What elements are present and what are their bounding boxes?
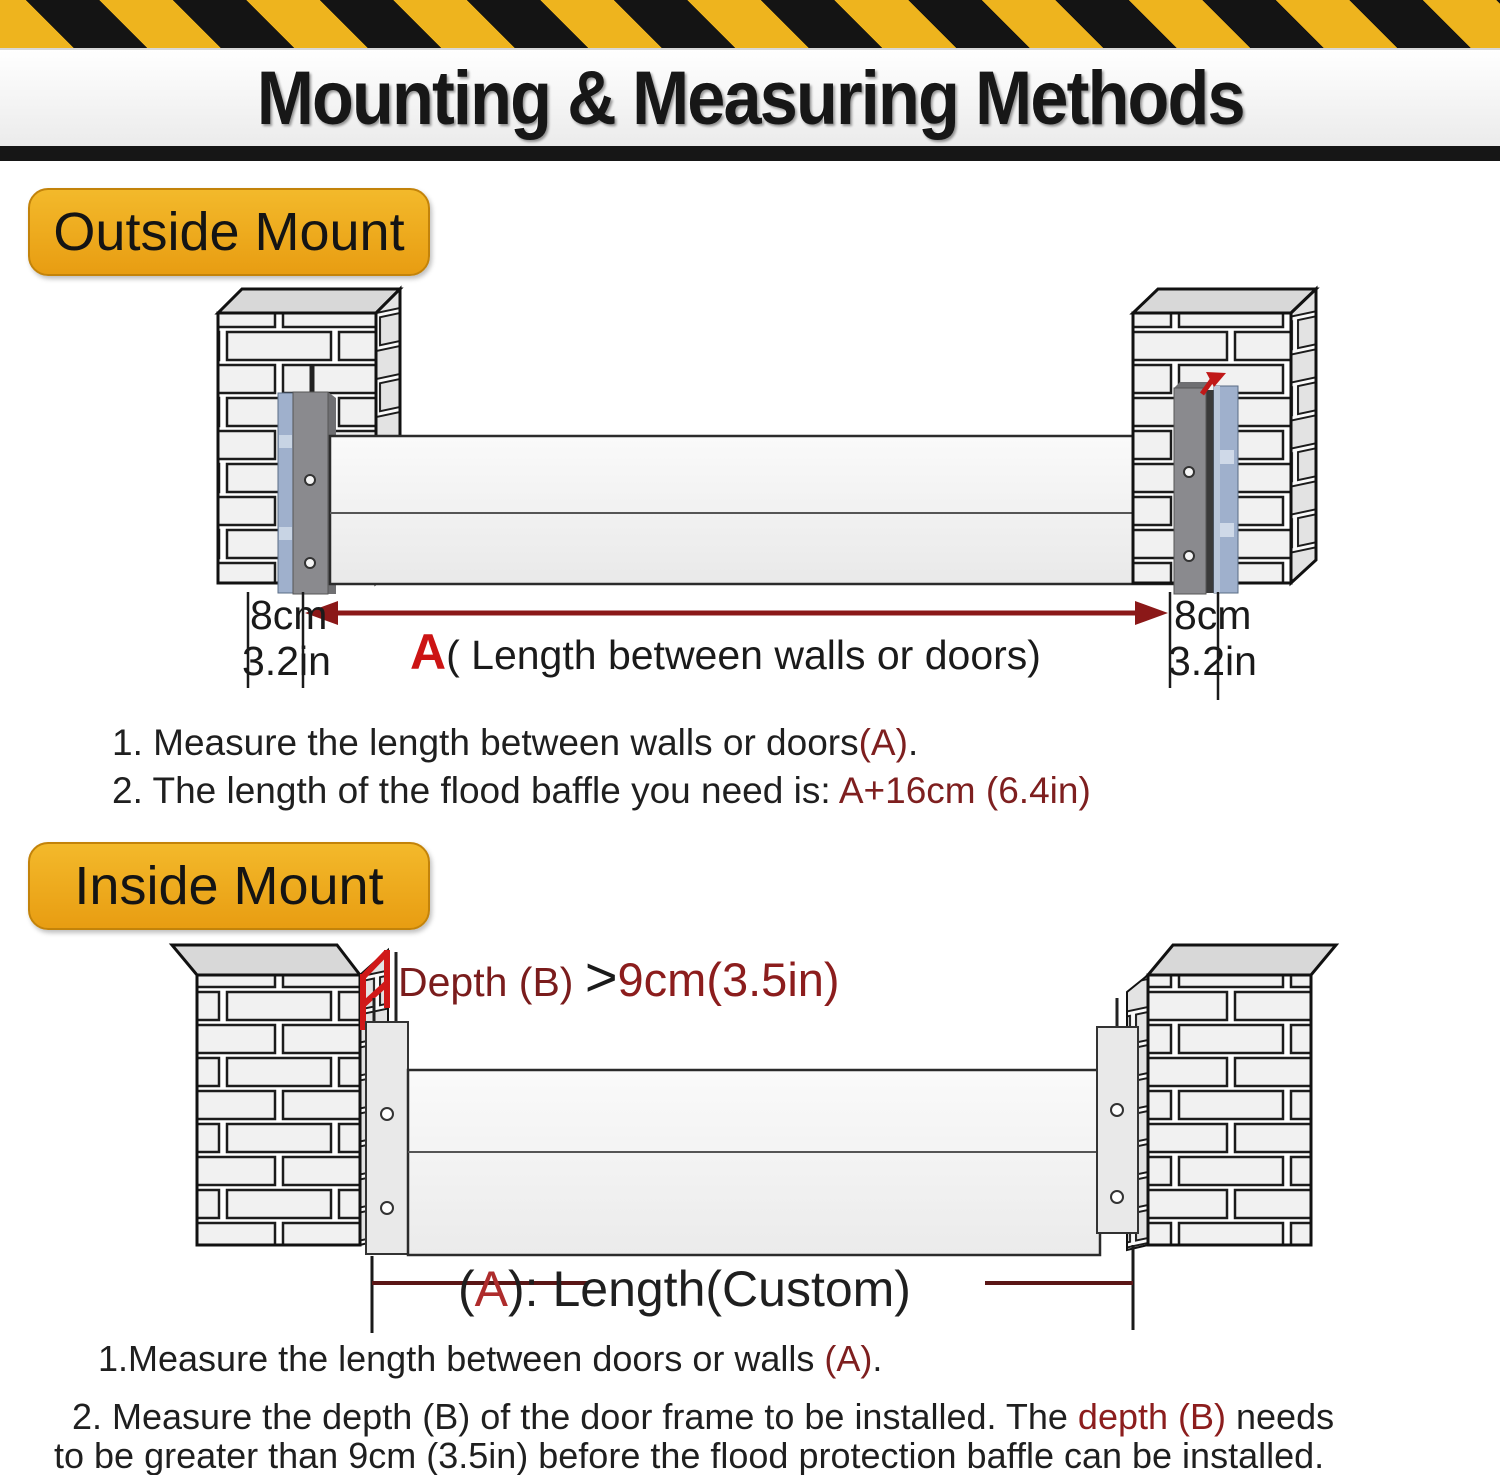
- hazard-stripe-banner: [0, 0, 1500, 50]
- outside-span-letter: A: [410, 624, 447, 680]
- title-board: [0, 50, 1500, 146]
- inside-step-1-highlight: (A): [824, 1338, 873, 1379]
- inside-step-2-highlight: depth (B): [1077, 1396, 1226, 1437]
- inside-length-annotation: [458, 1260, 911, 1318]
- depth-value: 9cm(3.5in): [617, 953, 840, 1006]
- inside-step-1: [98, 1338, 882, 1380]
- outside-span-text: ( Length between walls or doors): [446, 632, 1041, 678]
- inside-step-2-line-1: [72, 1396, 1334, 1438]
- page-title: Mounting & Measuring Methods: [256, 55, 1244, 141]
- inside-step-2-line-2-text: to be greater than 9cm (3.5in) before the flood protection baffle can be installed.: [54, 1435, 1325, 1475]
- depth-label: Depth (B): [398, 959, 585, 1005]
- outside-step-2: [112, 770, 1091, 812]
- length-letter-a: A: [474, 1261, 509, 1317]
- length-paren-open: (: [458, 1261, 475, 1317]
- outside-step-2-highlight: A+16cm (6.4in): [838, 770, 1091, 811]
- outside-mount-label-text: Outside Mount: [53, 202, 405, 262]
- outside-mount-label: [28, 188, 430, 276]
- outside-step-1-text: 1. Measure the length between walls or doors: [112, 722, 859, 763]
- outside-step-1-end: .: [907, 722, 919, 763]
- outside-left-width-in: 3.2in: [242, 638, 331, 684]
- outside-step-2-text: 2. The length of the flood baffle you need is:: [112, 770, 839, 811]
- inside-mount-label-text: Inside Mount: [74, 856, 384, 916]
- length-rest-text: ): Length(Custom): [508, 1261, 911, 1317]
- inside-step-2-line-2: [54, 1435, 1324, 1475]
- outside-step-1-highlight: (A): [858, 722, 908, 763]
- outside-right-width-cm: 8cm: [1174, 592, 1252, 638]
- title-divider-bar: [0, 146, 1500, 161]
- inside-mount-label: [28, 842, 430, 930]
- depth-annotation: [398, 944, 840, 1009]
- greater-than-sign: >: [584, 945, 618, 1008]
- inside-step-2-end: needs: [1226, 1396, 1335, 1437]
- outside-left-width-cm: 8cm: [250, 592, 328, 638]
- outside-step-1: [112, 722, 918, 764]
- inside-step-1-end: .: [872, 1338, 883, 1379]
- outside-right-width-in: 3.2in: [1168, 638, 1257, 684]
- inside-step-2-text: 2. Measure the depth (B) of the door frame to be installed. The: [72, 1396, 1078, 1437]
- inside-step-1-text: 1.Measure the length between doors or walls: [98, 1338, 825, 1379]
- outside-span-annotation: [410, 623, 1041, 681]
